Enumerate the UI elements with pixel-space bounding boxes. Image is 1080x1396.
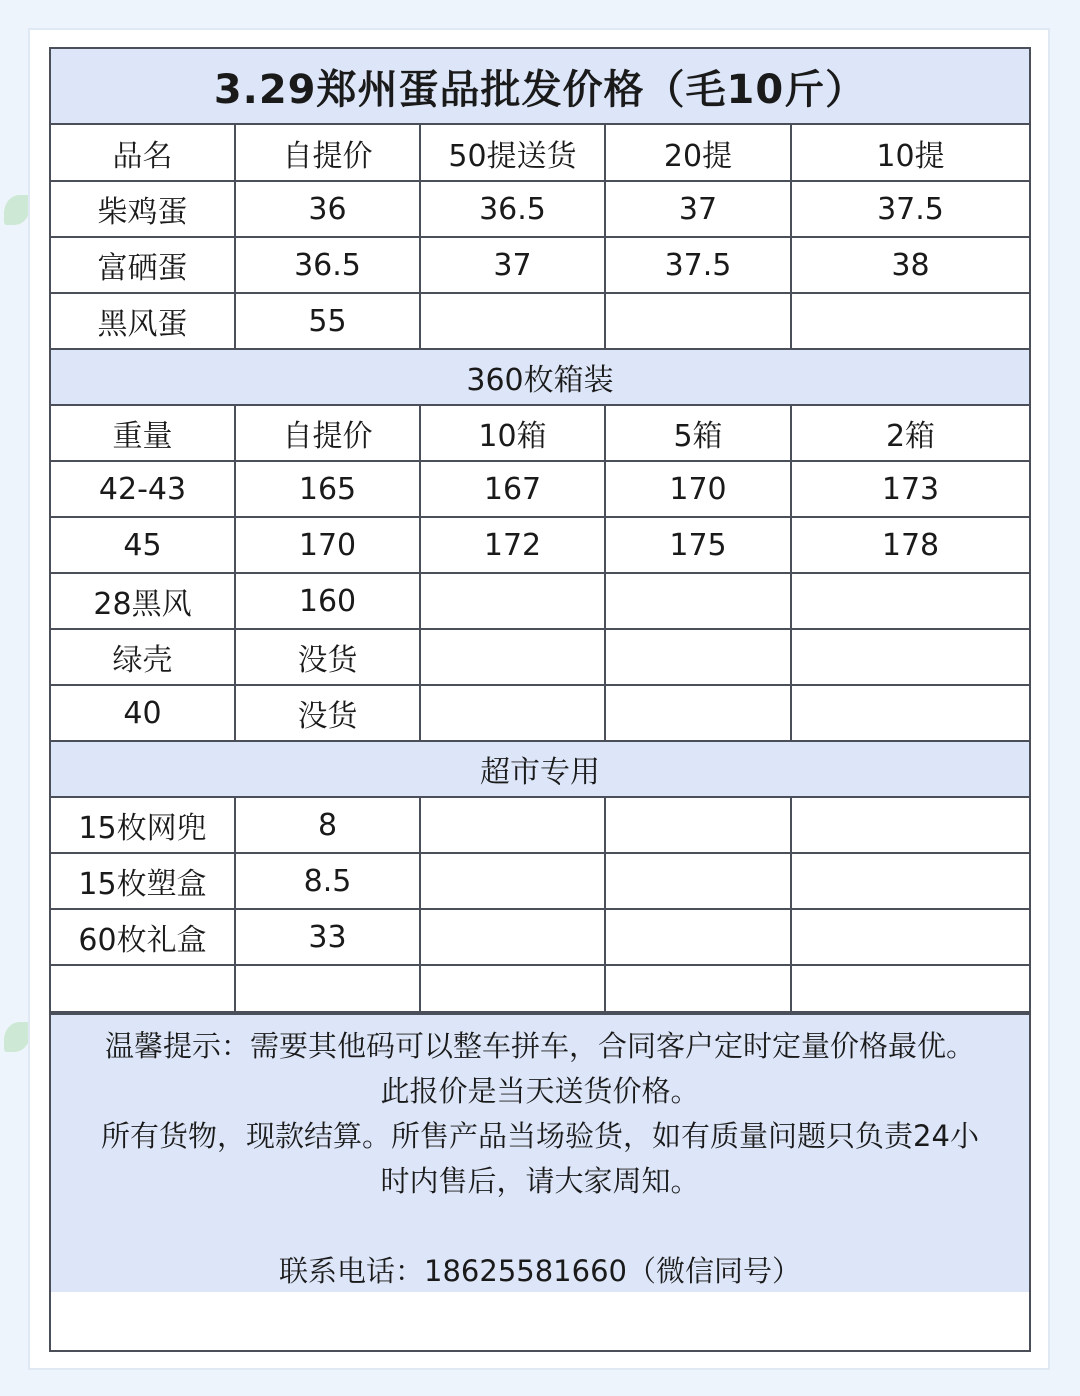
table-cell	[235, 965, 420, 1012]
table-cell: 36.5	[420, 181, 605, 237]
table-cell: 柴鸡蛋	[51, 181, 235, 237]
table-cell	[605, 965, 791, 1012]
table-cell	[605, 293, 791, 349]
table-cell: 自提价	[235, 405, 420, 461]
table-cell: 没货	[235, 629, 420, 685]
table-row	[51, 909, 1029, 965]
table-cell	[605, 629, 791, 685]
table-cell: 37	[605, 181, 791, 237]
table-cell: 富硒蛋	[51, 237, 235, 293]
table-row	[51, 461, 1029, 517]
section-header: 360枚箱装	[51, 349, 1029, 405]
table-cell: 绿壳	[51, 629, 235, 685]
table-cell: 36	[235, 181, 420, 237]
table-cell: 15枚网兜	[51, 797, 235, 853]
table-row	[51, 181, 1029, 237]
notes-line: 时内售后，请大家周知。	[380, 1164, 700, 1198]
table-cell: 170	[235, 517, 420, 573]
table-cell: 8.5	[235, 853, 420, 909]
table-cell: 品名	[51, 125, 235, 181]
table-header-row	[51, 125, 1029, 181]
table-cell: 15枚塑盒	[51, 853, 235, 909]
section-row	[51, 349, 1029, 405]
contact-phone: 联系电话：18625581660（微信同号）	[279, 1254, 801, 1288]
table-cell: 45	[51, 517, 235, 573]
notes-line: 温馨提示：需要其他码可以整车拼车，合同客户定时定量价格最优。	[104, 1029, 975, 1063]
table-cell: 60枚礼盒	[51, 909, 235, 965]
table-cell	[420, 797, 605, 853]
table-cell: 20提	[605, 125, 791, 181]
table-cell: 160	[235, 573, 420, 629]
table-cell: 33	[235, 909, 420, 965]
section-row	[51, 741, 1029, 797]
table-row	[51, 517, 1029, 573]
price-sheet	[49, 47, 1031, 1352]
table-cell: 170	[605, 461, 791, 517]
table-cell	[420, 293, 605, 349]
table-cell	[605, 909, 791, 965]
table-row	[51, 573, 1029, 629]
table-cell: 10提	[791, 125, 1029, 181]
table-cell	[791, 573, 1029, 629]
table-row	[51, 629, 1029, 685]
table-cell	[791, 685, 1029, 741]
table-cell	[791, 797, 1029, 853]
table-cell: 5箱	[605, 405, 791, 461]
table-header-row	[51, 405, 1029, 461]
table-row	[51, 685, 1029, 741]
table-cell: 165	[235, 461, 420, 517]
table-row	[51, 853, 1029, 909]
table-cell	[420, 853, 605, 909]
price-table	[51, 125, 1029, 1013]
table-cell: 37.5	[605, 237, 791, 293]
notes-line: 所有货物，现款结算。所售产品当场验货，如有质量问题只负责24小	[101, 1119, 979, 1153]
table-cell: 36.5	[235, 237, 420, 293]
table-cell: 28黑风	[51, 573, 235, 629]
table-cell	[420, 909, 605, 965]
table-row	[51, 965, 1029, 1012]
table-cell	[605, 797, 791, 853]
table-cell: 8	[235, 797, 420, 853]
table-cell: 173	[791, 461, 1029, 517]
table-row	[51, 797, 1029, 853]
table-cell	[605, 685, 791, 741]
table-cell: 178	[791, 517, 1029, 573]
table-cell	[605, 573, 791, 629]
table-cell	[791, 965, 1029, 1012]
leaf-decoration	[4, 195, 30, 225]
table-cell	[791, 909, 1029, 965]
table-cell: 没货	[235, 685, 420, 741]
notes-line: 此报价是当天送货价格。	[380, 1074, 700, 1108]
table-cell: 37.5	[791, 181, 1029, 237]
table-cell: 自提价	[235, 125, 420, 181]
table-cell: 37	[420, 237, 605, 293]
table-row	[51, 293, 1029, 349]
table-cell	[791, 293, 1029, 349]
table-cell: 175	[605, 517, 791, 573]
table-cell: 172	[420, 517, 605, 573]
table-cell: 38	[791, 237, 1029, 293]
table-cell	[791, 629, 1029, 685]
table-cell	[420, 685, 605, 741]
table-cell	[420, 629, 605, 685]
leaf-decoration	[4, 1022, 30, 1052]
table-cell	[420, 965, 605, 1012]
table-cell: 42-43	[51, 461, 235, 517]
table-cell: 50提送货	[420, 125, 605, 181]
table-cell: 重量	[51, 405, 235, 461]
table-cell: 10箱	[420, 405, 605, 461]
table-cell: 2箱	[791, 405, 1029, 461]
table-row	[51, 237, 1029, 293]
notes-panel	[51, 1013, 1029, 1292]
table-cell	[791, 853, 1029, 909]
table-cell: 167	[420, 461, 605, 517]
table-cell: 黑风蛋	[51, 293, 235, 349]
table-cell: 55	[235, 293, 420, 349]
table-cell	[605, 853, 791, 909]
page-title: 3.29郑州蛋品批发价格（毛10斤）	[51, 49, 1029, 125]
table-cell: 40	[51, 685, 235, 741]
table-cell	[420, 573, 605, 629]
section-header: 超市专用	[51, 741, 1029, 797]
table-cell	[51, 965, 235, 1012]
